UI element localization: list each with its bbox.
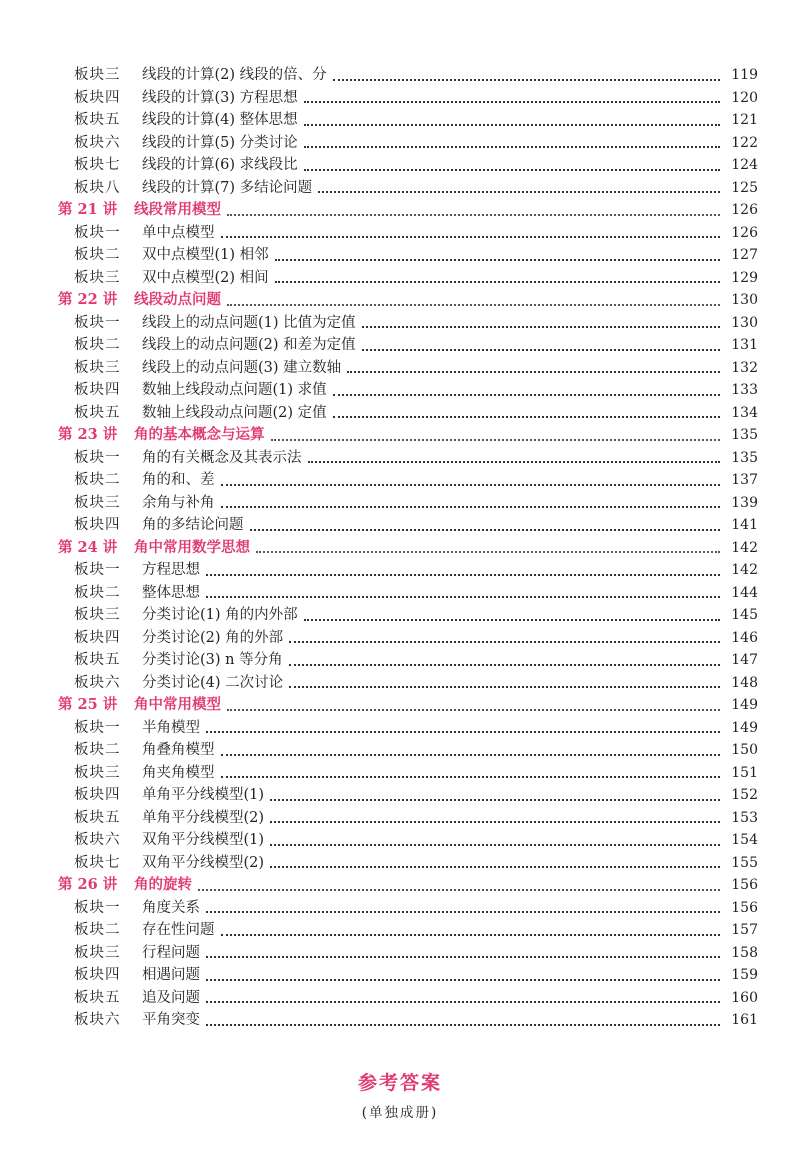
entry-title: 线段动点问题 xyxy=(134,291,221,308)
toc-module-row[interactable] xyxy=(58,784,758,807)
toc-entry-label xyxy=(74,964,200,987)
module-number: 板块三 xyxy=(74,944,121,961)
toc-module-row[interactable] xyxy=(58,987,758,1010)
module-number: 板块三 xyxy=(74,764,121,781)
toc-entry-label xyxy=(74,177,312,200)
toc-module-row[interactable] xyxy=(58,807,758,830)
dot-leader xyxy=(333,79,720,81)
dot-leader xyxy=(333,394,720,396)
toc-entry-label xyxy=(74,154,298,177)
toc-module-row[interactable] xyxy=(58,762,758,785)
page-number: 139 xyxy=(731,494,758,511)
entry-title: 分类讨论(3) n 等分角 xyxy=(142,652,283,668)
toc-entry-label xyxy=(74,784,264,807)
dot-leader xyxy=(270,866,720,868)
entry-title: 角中常用模型 xyxy=(134,696,221,713)
module-number: 板块四 xyxy=(74,787,121,803)
toc-entry-label xyxy=(58,537,250,560)
module-number: 板块二 xyxy=(74,337,121,353)
module-number: 板块二 xyxy=(74,584,121,601)
module-number: 板块七 xyxy=(74,854,121,871)
page-number: 153 xyxy=(731,809,758,826)
page-number: 129 xyxy=(731,269,758,286)
module-number: 板块三 xyxy=(74,67,121,83)
page-number: 160 xyxy=(731,989,758,1006)
toc-module-row[interactable] xyxy=(58,829,758,852)
lecture-number: 第 26 讲 xyxy=(58,876,118,893)
module-number: 板块五 xyxy=(74,989,121,1006)
dot-leader xyxy=(227,214,720,216)
module-number: 板块六 xyxy=(74,674,121,691)
toc-module-row[interactable] xyxy=(58,627,758,650)
toc-module-row[interactable] xyxy=(58,87,758,110)
entry-title: 单中点模型 xyxy=(142,224,215,241)
entry-title: 线段的计算(7) 多结论问题 xyxy=(142,179,313,196)
lecture-number: 第 24 讲 xyxy=(58,538,118,556)
toc-module-row[interactable] xyxy=(58,402,758,425)
entry-title: 单角平分线模型(2) xyxy=(142,809,265,826)
entry-title: 角的有关概念及其表示法 xyxy=(142,449,302,466)
dot-leader xyxy=(270,799,720,801)
dot-leader xyxy=(289,664,720,666)
toc-module-row[interactable] xyxy=(58,582,758,605)
entry-title: 角的基本概念与运算 xyxy=(134,426,265,443)
module-number: 板块八 xyxy=(74,179,121,196)
toc-entry-label xyxy=(74,919,215,942)
toc-entry-label xyxy=(74,492,215,515)
dot-leader xyxy=(206,1001,720,1003)
entry-title: 分类讨论(2) 角的外部 xyxy=(142,629,284,646)
page-number: 120 xyxy=(731,89,758,106)
page-number: 150 xyxy=(731,742,758,758)
entry-title: 双角平分线模型(1) xyxy=(142,832,265,848)
dot-leader xyxy=(304,124,720,126)
module-number: 板块一 xyxy=(74,224,121,241)
toc-entry-label xyxy=(74,829,264,852)
module-number: 板块五 xyxy=(74,112,121,128)
entry-title: 线段的计算(5) 分类讨论 xyxy=(142,134,298,151)
entry-title: 方程思想 xyxy=(142,562,200,578)
page-number: 125 xyxy=(731,179,758,196)
toc-module-row[interactable] xyxy=(58,109,758,132)
module-number: 板块六 xyxy=(74,134,121,151)
entry-title: 分类讨论(4) 二次讨论 xyxy=(142,674,284,691)
entry-title: 双中点模型(1) 相邻 xyxy=(142,247,269,263)
page-number: 137 xyxy=(731,472,758,488)
toc-entry-label xyxy=(74,402,327,425)
dot-leader xyxy=(206,731,720,733)
toc-lecture-row[interactable] xyxy=(58,874,758,897)
entry-title: 线段上的动点问题(2) 和差为定值 xyxy=(142,337,356,353)
dot-leader xyxy=(227,304,720,306)
toc-entry-label xyxy=(74,109,298,132)
toc-entry-label xyxy=(74,132,298,155)
entry-title: 线段上的动点问题(1) 比值为定值 xyxy=(142,314,356,331)
dot-leader xyxy=(289,686,720,688)
page-number: 156 xyxy=(731,899,758,916)
dot-leader xyxy=(270,821,720,823)
page-number: 154 xyxy=(731,832,758,848)
module-number: 板块五 xyxy=(74,809,121,826)
entry-title: 线段上的动点问题(3) 建立数轴 xyxy=(142,359,342,376)
toc-entry-label xyxy=(74,244,269,267)
dot-leader xyxy=(304,146,720,148)
toc-module-row[interactable] xyxy=(58,514,758,537)
page-number: 142 xyxy=(731,539,758,556)
module-number: 板块三 xyxy=(74,269,121,286)
page-number: 131 xyxy=(731,337,758,353)
page-number: 134 xyxy=(731,404,758,421)
entry-title: 半角模型 xyxy=(142,719,200,736)
entry-title: 角中常用数学思想 xyxy=(134,538,250,556)
dot-leader xyxy=(304,101,720,103)
dot-leader xyxy=(308,461,721,463)
dot-leader xyxy=(221,236,721,238)
toc-entry-label xyxy=(74,604,298,627)
dot-leader xyxy=(221,754,721,756)
module-number: 板块六 xyxy=(74,1012,121,1028)
entry-title: 角叠角模型 xyxy=(142,742,215,758)
module-number: 板块一 xyxy=(74,449,121,466)
page-number: 124 xyxy=(731,157,758,173)
page-number: 146 xyxy=(731,629,758,646)
toc-entry-label xyxy=(74,987,200,1010)
entry-title: 线段的计算(3) 方程思想 xyxy=(142,89,298,106)
dot-leader xyxy=(221,484,721,486)
dot-leader xyxy=(206,574,720,576)
dot-leader xyxy=(256,551,720,553)
toc-module-row[interactable] xyxy=(58,739,758,762)
entry-title: 角的旋转 xyxy=(134,876,192,893)
module-number: 板块四 xyxy=(74,382,121,398)
dot-leader xyxy=(362,349,720,351)
dot-leader xyxy=(206,1024,720,1026)
toc-module-row[interactable] xyxy=(58,64,758,87)
toc-entry-label xyxy=(58,874,192,897)
entry-title: 线段常用模型 xyxy=(134,201,221,218)
entry-title: 线段的计算(2) 线段的倍、分 xyxy=(142,67,327,83)
page-number: 122 xyxy=(731,134,758,151)
toc-entry-label xyxy=(74,357,341,380)
table-of-contents xyxy=(58,64,758,1032)
toc-module-row[interactable] xyxy=(58,334,758,357)
module-number: 板块四 xyxy=(74,967,121,983)
dot-leader xyxy=(270,844,720,846)
dot-leader xyxy=(206,596,720,598)
toc-entry-label xyxy=(74,267,269,290)
entry-title: 数轴上线段动点问题(1) 求值 xyxy=(142,382,327,398)
page-number: 135 xyxy=(731,449,758,466)
page-number: 156 xyxy=(731,877,758,893)
toc-module-row[interactable] xyxy=(58,312,758,335)
module-number: 板块七 xyxy=(74,157,121,173)
toc-entry-label xyxy=(74,334,356,357)
entry-title: 线段的计算(6) 求线段比 xyxy=(142,157,298,173)
module-number: 板块一 xyxy=(74,719,121,736)
toc-module-row[interactable] xyxy=(58,897,758,920)
lecture-number: 第 25 讲 xyxy=(58,696,118,713)
entry-title: 行程问题 xyxy=(142,944,200,961)
toc-module-row[interactable] xyxy=(58,604,758,627)
page-number: 130 xyxy=(731,292,758,308)
dot-leader xyxy=(275,281,720,283)
toc-module-row[interactable] xyxy=(58,244,758,267)
toc-module-row[interactable] xyxy=(58,492,758,515)
toc-entry-label xyxy=(74,852,264,875)
toc-module-row[interactable] xyxy=(58,177,758,200)
page-number: 151 xyxy=(731,764,758,781)
toc-entry-label xyxy=(74,762,215,785)
entry-title: 数轴上线段动点问题(2) 定值 xyxy=(142,404,327,421)
dot-leader xyxy=(206,956,720,958)
page-number: 141 xyxy=(731,517,758,533)
page-number: 133 xyxy=(731,382,758,398)
page-number: 126 xyxy=(731,202,758,218)
toc-entry-label xyxy=(74,1009,200,1032)
entry-title: 存在性问题 xyxy=(142,922,215,938)
module-number: 板块一 xyxy=(74,562,121,578)
entry-title: 单角平分线模型(1) xyxy=(142,787,265,803)
module-number: 板块五 xyxy=(74,404,121,421)
toc-entry-label xyxy=(74,469,215,492)
entry-title: 余角与补角 xyxy=(142,494,215,511)
toc-entry-label xyxy=(74,627,283,650)
toc-entry-label xyxy=(58,694,221,717)
module-number: 板块三 xyxy=(74,494,121,511)
lecture-number: 第 22 讲 xyxy=(58,291,118,308)
module-number: 板块一 xyxy=(74,899,121,916)
toc-entry-label xyxy=(74,447,302,470)
dot-leader xyxy=(221,776,721,778)
toc-module-row[interactable] xyxy=(58,469,758,492)
toc-lecture-row[interactable] xyxy=(58,694,758,717)
page-number: 145 xyxy=(731,607,758,623)
toc-entry-label xyxy=(74,379,327,402)
page-number: 142 xyxy=(731,562,758,578)
page-number: 135 xyxy=(731,427,758,443)
toc-module-row[interactable] xyxy=(58,852,758,875)
entry-title: 双角平分线模型(2) xyxy=(142,854,265,871)
toc-entry-label xyxy=(74,807,264,830)
dot-leader xyxy=(206,911,720,913)
toc-entry-label xyxy=(74,649,283,672)
toc-lecture-row[interactable] xyxy=(58,424,758,447)
toc-entry-label xyxy=(74,717,200,740)
entry-title: 分类讨论(1) 角的内外部 xyxy=(142,607,298,623)
page-number: 126 xyxy=(731,224,758,241)
module-number: 板块四 xyxy=(74,517,121,533)
dot-leader xyxy=(362,326,720,328)
page-number: 149 xyxy=(731,719,758,736)
toc-module-row[interactable] xyxy=(58,267,758,290)
page-number: 155 xyxy=(731,854,758,871)
page-number: 149 xyxy=(731,697,758,713)
module-number: 板块三 xyxy=(74,607,121,623)
toc-module-row[interactable] xyxy=(58,964,758,987)
toc-lecture-row[interactable] xyxy=(58,199,758,222)
toc-entry-label xyxy=(74,672,283,695)
toc-module-row[interactable] xyxy=(58,717,758,740)
toc-module-row[interactable] xyxy=(58,919,758,942)
toc-module-row[interactable] xyxy=(58,447,758,470)
toc-entry-label xyxy=(74,582,200,605)
page-number: 127 xyxy=(731,247,758,263)
dot-leader xyxy=(221,506,721,508)
toc-entry-label xyxy=(74,942,200,965)
toc-module-row[interactable] xyxy=(58,222,758,245)
answers-subtitle: (单独成册) xyxy=(361,1105,439,1121)
answers-title[interactable]: 参考答案 xyxy=(357,1072,442,1094)
toc-module-row[interactable] xyxy=(58,154,758,177)
dot-leader xyxy=(206,979,720,981)
page-number: 130 xyxy=(731,314,758,331)
toc-module-row[interactable] xyxy=(58,559,758,582)
toc-entry-label xyxy=(74,739,215,762)
toc-entry-label xyxy=(74,64,327,87)
answers-section xyxy=(0,1068,800,1121)
lecture-number: 第 23 讲 xyxy=(58,426,118,443)
entry-title: 双中点模型(2) 相间 xyxy=(142,269,269,286)
entry-title: 相遇问题 xyxy=(142,967,200,983)
entry-title: 整体思想 xyxy=(142,584,200,601)
page-number: 147 xyxy=(731,652,758,668)
toc-entry-label xyxy=(74,222,215,245)
module-number: 板块二 xyxy=(74,472,121,488)
page-number: 152 xyxy=(731,787,758,803)
toc-entry-label xyxy=(58,424,265,447)
lecture-number: 第 21 讲 xyxy=(58,201,118,218)
page-number: 132 xyxy=(731,359,758,376)
dot-leader xyxy=(227,709,720,711)
entry-title: 追及问题 xyxy=(142,989,200,1006)
module-number: 板块四 xyxy=(74,629,121,646)
module-number: 板块四 xyxy=(74,89,121,106)
dot-leader xyxy=(271,439,721,441)
page-number: 158 xyxy=(731,944,758,961)
dot-leader xyxy=(304,169,720,171)
dot-leader xyxy=(318,191,720,193)
module-number: 板块一 xyxy=(74,314,121,331)
entry-title: 角夹角模型 xyxy=(142,764,215,781)
page-number: 119 xyxy=(731,67,758,83)
dot-leader xyxy=(333,416,720,418)
toc-entry-label xyxy=(74,312,356,335)
module-number: 板块六 xyxy=(74,832,121,848)
toc-entry-label xyxy=(74,897,200,920)
page-number: 148 xyxy=(731,674,758,691)
page-number: 144 xyxy=(731,584,758,601)
entry-title: 平角突变 xyxy=(142,1012,200,1028)
entry-title: 角的和、差 xyxy=(142,472,215,488)
module-number: 板块二 xyxy=(74,922,121,938)
dot-leader xyxy=(275,259,720,261)
dot-leader xyxy=(289,641,720,643)
page-number: 159 xyxy=(731,967,758,983)
page-number: 157 xyxy=(731,922,758,938)
module-number: 板块二 xyxy=(74,742,121,758)
entry-title: 角度关系 xyxy=(142,899,200,916)
module-number: 板块二 xyxy=(74,247,121,263)
dot-leader xyxy=(221,934,721,936)
toc-entry-label xyxy=(74,559,200,582)
entry-title: 角的多结论问题 xyxy=(142,517,244,533)
toc-module-row[interactable] xyxy=(58,379,758,402)
dot-leader xyxy=(304,619,720,621)
toc-entry-label xyxy=(58,199,221,222)
module-number: 板块三 xyxy=(74,359,121,376)
toc-lecture-row[interactable] xyxy=(58,289,758,312)
page-number: 161 xyxy=(731,1012,758,1028)
toc-module-row[interactable] xyxy=(58,672,758,695)
toc-module-row[interactable] xyxy=(58,649,758,672)
entry-title: 线段的计算(4) 整体思想 xyxy=(142,112,298,128)
dot-leader xyxy=(250,529,721,531)
toc-module-row[interactable] xyxy=(58,132,758,155)
toc-entry-label xyxy=(58,289,221,312)
dot-leader xyxy=(347,371,720,373)
toc-module-row[interactable] xyxy=(58,357,758,380)
toc-entry-label xyxy=(74,514,244,537)
module-number: 板块五 xyxy=(74,652,121,668)
page-number: 121 xyxy=(731,112,758,128)
toc-module-row[interactable] xyxy=(58,942,758,965)
toc-lecture-row[interactable] xyxy=(58,537,758,560)
toc-entry-label xyxy=(74,87,298,110)
dot-leader xyxy=(198,889,720,891)
toc-module-row[interactable] xyxy=(58,1009,758,1032)
